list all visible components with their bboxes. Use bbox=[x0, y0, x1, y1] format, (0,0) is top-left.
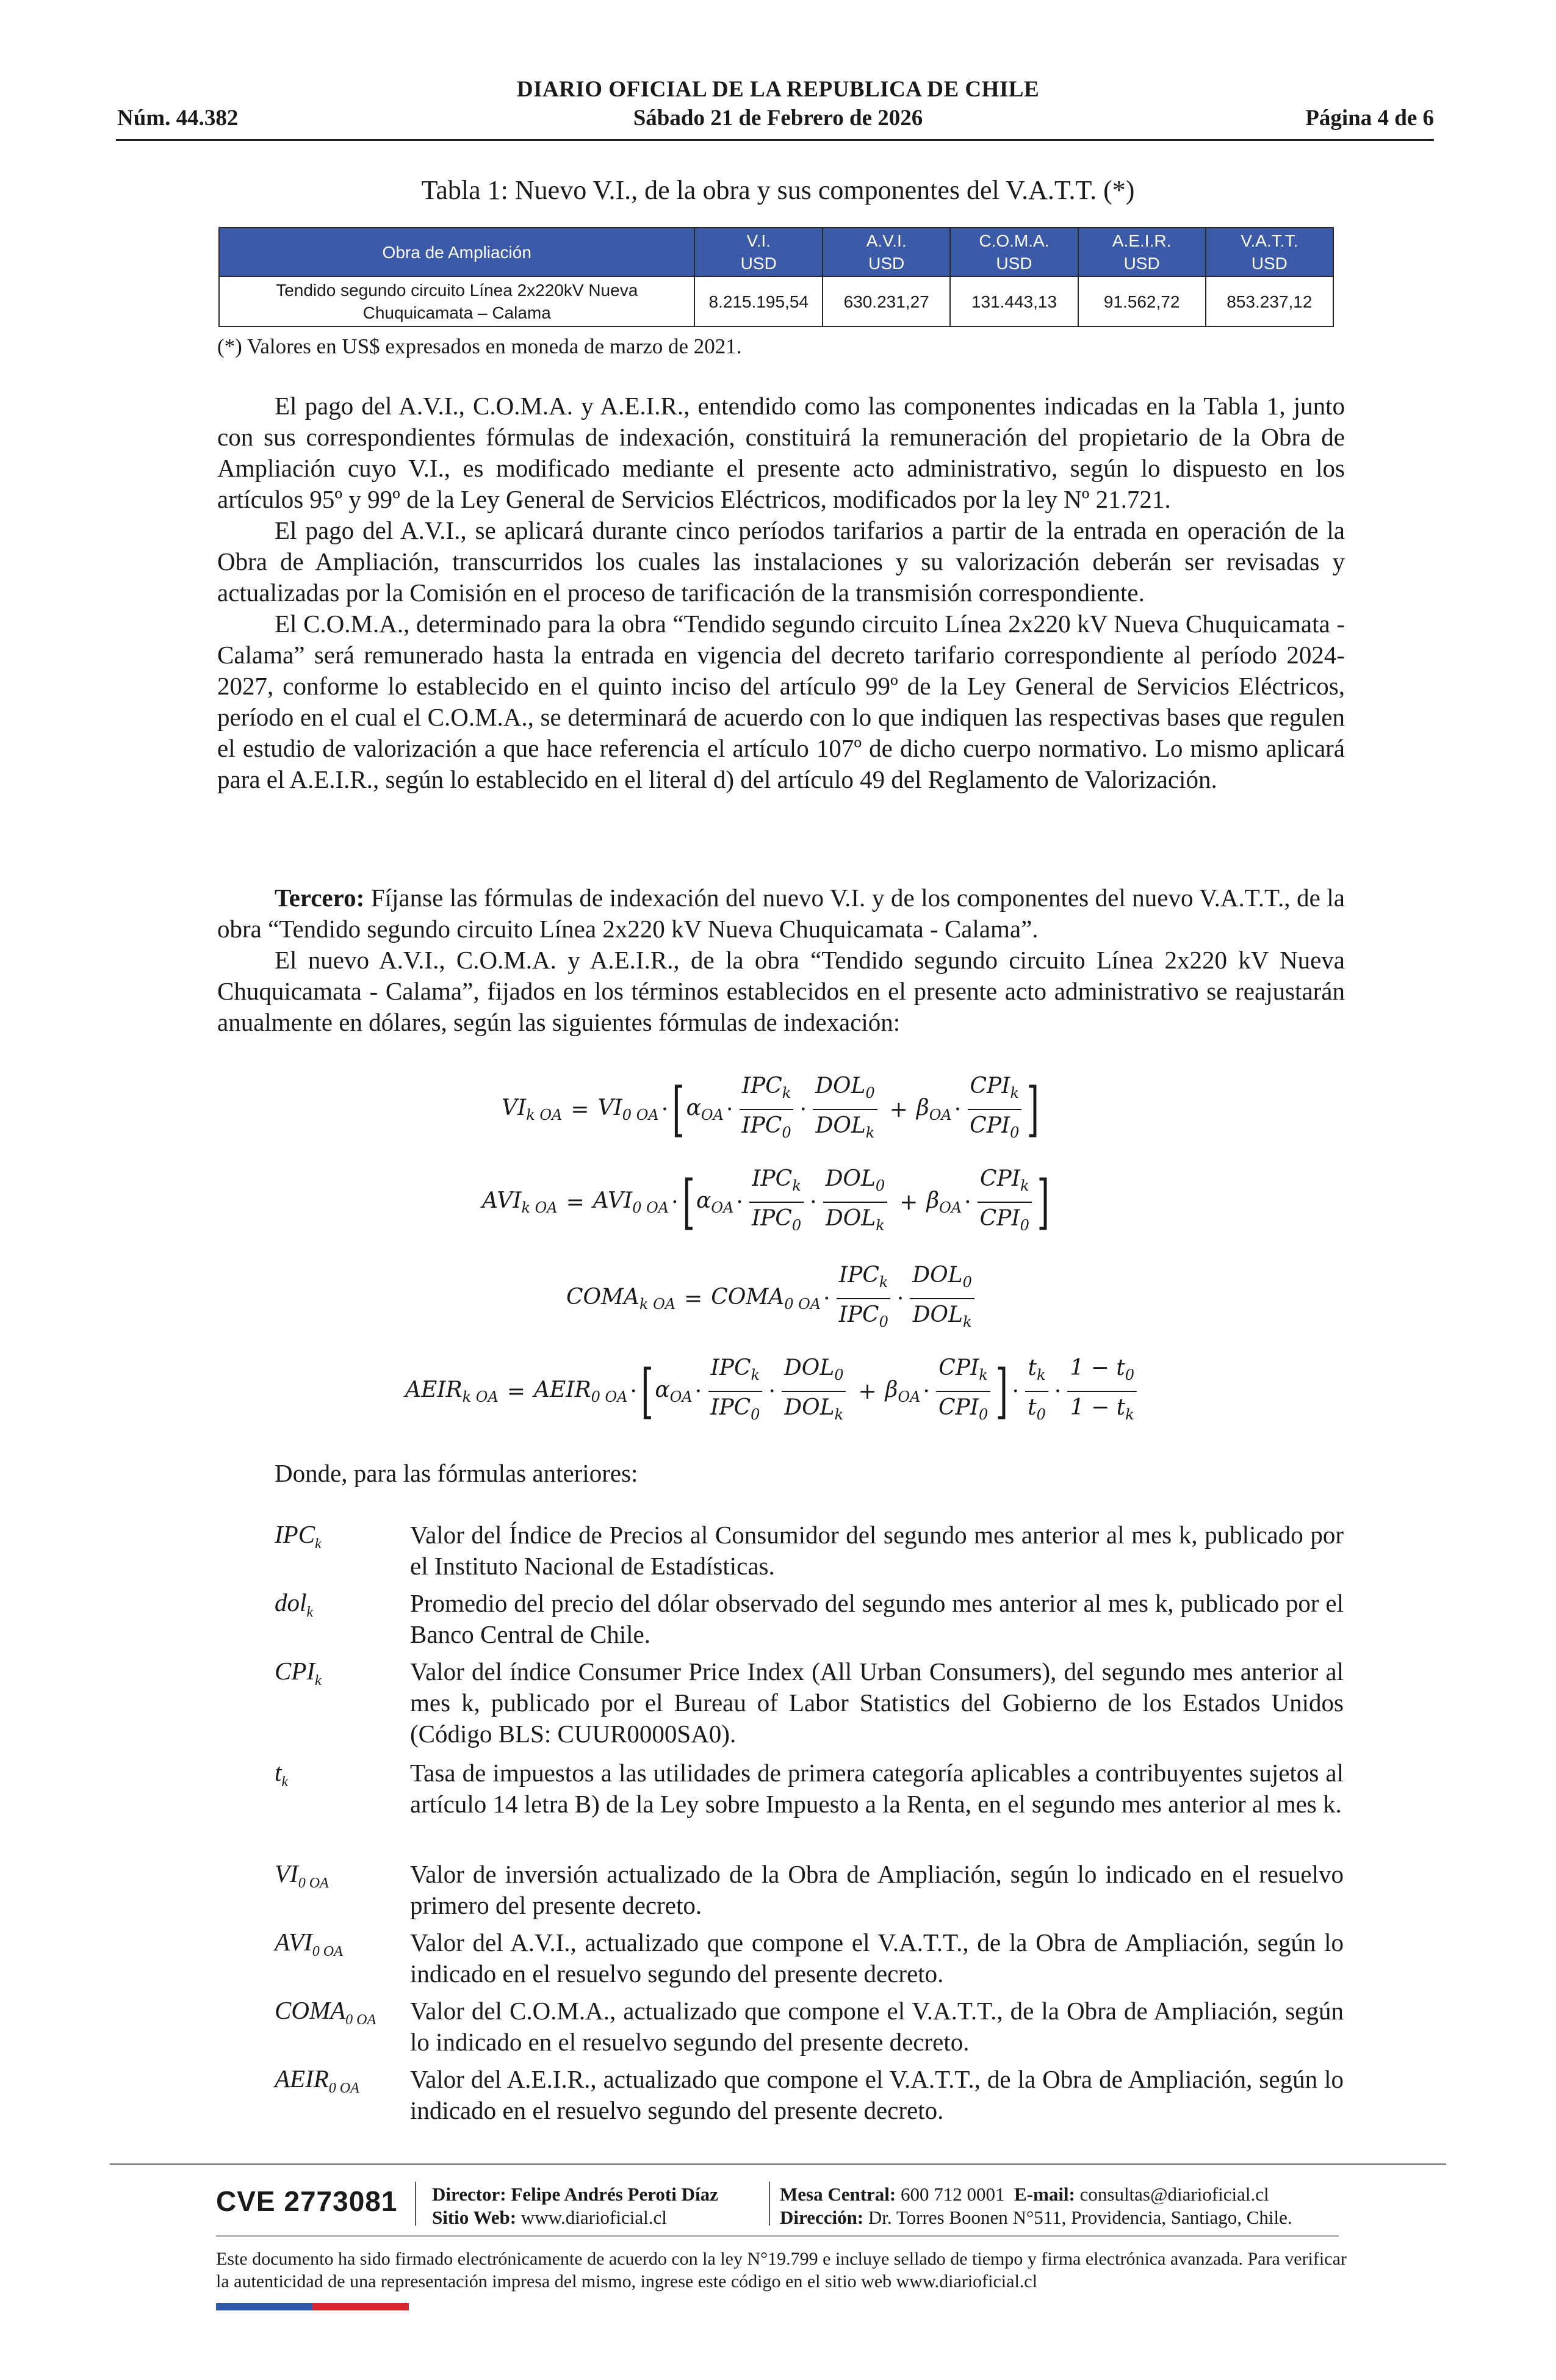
coma-symbol: COMA bbox=[566, 1285, 639, 1310]
sub-k: k bbox=[879, 1274, 888, 1291]
sub-k: k bbox=[1020, 1177, 1029, 1195]
aeir-symbol: AEIR bbox=[533, 1377, 591, 1403]
definitions-intro: Donde, para las fórmulas anteriores: bbox=[275, 1459, 638, 1487]
ipc-symbol: IPC bbox=[752, 1166, 793, 1191]
cdot: · bbox=[799, 1097, 807, 1122]
cell-obra-line2: Chuquicamata – Calama bbox=[362, 303, 551, 322]
alpha-term bbox=[696, 1188, 733, 1216]
vi-0-term bbox=[598, 1095, 659, 1123]
mesa-label: Mesa Central: bbox=[780, 2183, 896, 2205]
cdot: · bbox=[630, 1379, 637, 1404]
email-label: E-mail: bbox=[1014, 2183, 1075, 2205]
left-bracket: [ bbox=[672, 1075, 685, 1144]
web-link[interactable]: www.diarioficial.cl bbox=[520, 2207, 667, 2228]
cpi-ratio bbox=[936, 1355, 990, 1428]
t-ratio bbox=[1025, 1355, 1048, 1428]
vi-k-term bbox=[502, 1095, 562, 1123]
def-text-vi0: Valor de inversión actualizado de la Obra de Ampliación, según lo indicado en el resuelvo primero del presente decreto. bbox=[410, 1860, 1344, 1919]
formula-avi bbox=[482, 1166, 1051, 1239]
sub-0-oa: 0 OA bbox=[784, 1296, 821, 1313]
header-aeir bbox=[1078, 228, 1206, 276]
header-vatt-label: V.A.T.T. bbox=[1241, 231, 1298, 250]
cdot: · bbox=[923, 1379, 930, 1404]
right-bracket: ] bbox=[995, 1357, 1009, 1426]
tax-ratio bbox=[1067, 1355, 1137, 1428]
cdot: · bbox=[661, 1097, 669, 1122]
body-section-2 bbox=[217, 882, 1345, 1038]
sub-0: 0 bbox=[962, 1274, 972, 1291]
cdot: · bbox=[768, 1379, 776, 1404]
one-minus: 1 − bbox=[1070, 1355, 1117, 1380]
alpha-symbol: α bbox=[686, 1095, 701, 1121]
sub-0: 0 bbox=[834, 1366, 844, 1384]
cell-avi: 630.231,27 bbox=[823, 276, 950, 326]
header-coma bbox=[950, 228, 1078, 276]
footer-separator bbox=[415, 2182, 416, 2226]
def-sym-sub: 0 OA bbox=[345, 2012, 376, 2028]
cell-vi: 8.215.195,54 bbox=[694, 276, 823, 326]
sub-k: k bbox=[979, 1366, 988, 1384]
sub-0: 0 bbox=[751, 1406, 760, 1424]
newspaper-title: DIARIO OFICIAL DE LA REPUBLICA DE CHILE bbox=[516, 77, 1040, 102]
def-symbol-vi0 bbox=[275, 1859, 329, 1892]
dol-symbol: DOL bbox=[912, 1302, 963, 1328]
left-bracket: [ bbox=[641, 1357, 654, 1426]
right-bracket: ] bbox=[1026, 1075, 1040, 1144]
cdot: · bbox=[726, 1097, 733, 1122]
avi-symbol: AVI bbox=[593, 1188, 633, 1214]
footer-director-block bbox=[432, 2183, 718, 2229]
header-divider bbox=[116, 139, 1434, 141]
address-label: Dirección: bbox=[780, 2207, 864, 2228]
paragraph-tercero bbox=[217, 882, 1345, 945]
table-note: (*) Valores en US$ expresados en moneda de marzo de 2021. bbox=[217, 334, 742, 358]
table-header-row bbox=[219, 228, 1333, 276]
beta-symbol: β bbox=[916, 1095, 929, 1121]
sub-0: 0 bbox=[875, 1177, 885, 1195]
aeir-0-term bbox=[534, 1377, 628, 1405]
sub-k: k bbox=[962, 1313, 972, 1331]
sub-k: k bbox=[751, 1366, 760, 1384]
paragraph-payment: El pago del A.V.I., C.O.M.A. y A.E.I.R., entendido como las componentes indicadas en la Tabla 1, junto con sus correspondientes fórmulas de indexación, constituirá la remuneración del propietario de la Obra de Ampliación cuyo V.I., es modificado mediante el presente acto administrativo, según lo dispuesto en los artículos 95º y 99º de la Ley General de Servicios Eléctricos, modificados por la ley Nº 21.721. bbox=[217, 392, 1345, 513]
coma-k-term bbox=[566, 1285, 675, 1313]
one-minus: 1 − bbox=[1070, 1395, 1117, 1421]
cpi-ratio bbox=[967, 1073, 1021, 1146]
sub-0: 0 bbox=[879, 1313, 888, 1331]
sub-0-oa: 0 OA bbox=[622, 1106, 659, 1124]
dol-symbol: DOL bbox=[825, 1206, 876, 1231]
ipc-ratio bbox=[739, 1073, 793, 1146]
header-aeir-label: A.E.I.R. bbox=[1112, 231, 1172, 250]
cpi-symbol: CPI bbox=[970, 1113, 1010, 1139]
def-text-t: Tasa de impuestos a las utilidades de primera categoría aplicables a contribuyentes sujetos al artículo 14 letra B) de la Ley sobre Impuesto a la Renta, en el segundo mes anterior al mes k. bbox=[410, 1759, 1344, 1818]
cdot: · bbox=[810, 1189, 817, 1215]
cpi-symbol: CPI bbox=[938, 1355, 979, 1380]
values-table bbox=[218, 227, 1334, 327]
def-sym-text: AEIR bbox=[275, 2064, 329, 2093]
def-text-cpi: Valor del índice Consumer Price Index (All Urban Consumers), del segundo mes anterior al mes k, publicado por el Bureau of Labor Statistics del Gobierno de los Estados Unidos (Código BLS: CUUR0000SA0). bbox=[410, 1657, 1344, 1748]
dol-symbol: DOL bbox=[784, 1395, 835, 1421]
sub-k-oa: k OA bbox=[521, 1199, 558, 1217]
def-symbol-coma0 bbox=[275, 1996, 376, 2028]
sub-k: k bbox=[1036, 1366, 1046, 1384]
table-row bbox=[219, 276, 1333, 326]
cpi-symbol: CPI bbox=[938, 1395, 979, 1421]
sub-0: 0 bbox=[978, 1406, 989, 1424]
header-obra: Obra de Ampliación bbox=[219, 228, 694, 276]
dol-symbol: DOL bbox=[912, 1263, 963, 1288]
def-sym-sub: k bbox=[315, 1673, 322, 1689]
coma-symbol: COMA bbox=[711, 1285, 785, 1310]
header-vatt-unit: USD bbox=[1251, 254, 1288, 273]
sub-k: k bbox=[1125, 1406, 1134, 1424]
dol-ratio bbox=[910, 1262, 974, 1335]
sub-k: k bbox=[865, 1124, 875, 1142]
def-symbol-dol bbox=[275, 1588, 313, 1621]
header-avi-unit: USD bbox=[868, 254, 905, 273]
footer-divider-2 bbox=[216, 2235, 1339, 2237]
def-sym-text: AVI bbox=[275, 1928, 312, 1956]
cpi-symbol: CPI bbox=[970, 1073, 1010, 1098]
def-sym-text: t bbox=[275, 1758, 282, 1786]
header-aeir-unit: USD bbox=[1123, 254, 1160, 273]
def-symbol-t bbox=[275, 1758, 288, 1790]
cpi-symbol: CPI bbox=[979, 1166, 1020, 1191]
dol-ratio bbox=[823, 1166, 888, 1239]
def-sym-text: VI bbox=[275, 1859, 298, 1888]
cell-aeir: 91.562,72 bbox=[1078, 276, 1206, 326]
sub-0: 0 bbox=[1036, 1406, 1046, 1424]
dol-symbol: DOL bbox=[815, 1073, 866, 1098]
flag-stripe-blue bbox=[216, 2303, 312, 2310]
header-avi bbox=[823, 228, 950, 276]
ipc-symbol: IPC bbox=[710, 1355, 751, 1380]
beta-symbol: β bbox=[926, 1188, 940, 1214]
avi-symbol: AVI bbox=[482, 1188, 522, 1214]
equals-sign: = bbox=[571, 1097, 589, 1122]
sub-oa: OA bbox=[701, 1106, 724, 1124]
dol-symbol: DOL bbox=[783, 1355, 835, 1380]
cell-coma: 131.443,13 bbox=[950, 276, 1078, 326]
ipc-symbol: IPC bbox=[741, 1113, 782, 1139]
right-bracket: ] bbox=[1037, 1168, 1050, 1237]
def-sym-sub: k bbox=[306, 1604, 314, 1621]
ipc-ratio bbox=[708, 1355, 762, 1428]
cell-obra-line1: Tendido segundo circuito Línea 2x220kV Nueva bbox=[276, 281, 638, 300]
formula-vi bbox=[502, 1073, 1041, 1146]
cdot: · bbox=[823, 1286, 830, 1311]
t-symbol: t bbox=[1028, 1395, 1037, 1421]
sub-oa: OA bbox=[669, 1388, 693, 1406]
paragraph-avi: El pago del A.V.I., se aplicará durante cinco períodos tarifarios a partir de la entrada en operación de la Obra de Ampliación, transcurridos los cuales las instalaciones y su valorización deberán ser revisadas y actualizadas por la Comisión en el proceso de tarificación de la transmisión correspondiente. bbox=[217, 516, 1345, 607]
dol-ratio bbox=[782, 1355, 846, 1428]
sub-0: 0 bbox=[1020, 1217, 1029, 1235]
def-sym-sub: 0 OA bbox=[298, 1875, 329, 1892]
address: Dr. Torres Boonen N°511, Providencia, Santiago, Chile. bbox=[868, 2207, 1292, 2228]
def-sym-sub: k bbox=[315, 1536, 322, 1552]
alpha-symbol: α bbox=[655, 1377, 670, 1403]
t-symbol: t bbox=[1028, 1355, 1037, 1380]
def-symbol-avi0 bbox=[275, 1927, 343, 1960]
ipc-symbol: IPC bbox=[838, 1263, 879, 1288]
footer-separator bbox=[769, 2182, 770, 2226]
cdot: · bbox=[896, 1286, 904, 1311]
tercero-text: Fíjanse las fórmulas de indexación del nuevo V.I. y de los componentes del nuevo V.A.T.T., de la obra “Tendido segundo circuito Línea 2x220 kV Nueva Chuquicamata - Calama”. bbox=[217, 884, 1345, 943]
beta-term bbox=[917, 1095, 952, 1123]
sub-k: k bbox=[792, 1177, 801, 1195]
t-symbol: t bbox=[1116, 1395, 1126, 1421]
aeir-k-term bbox=[405, 1377, 499, 1405]
sub-k: k bbox=[782, 1084, 791, 1102]
cpi-symbol: CPI bbox=[979, 1206, 1020, 1231]
sub-k-oa: k OA bbox=[462, 1388, 499, 1406]
coma-0-term bbox=[711, 1285, 821, 1313]
def-sym-sub: 0 OA bbox=[328, 2080, 359, 2097]
ipc-symbol: IPC bbox=[838, 1302, 879, 1328]
def-sym-text: CPI bbox=[275, 1657, 315, 1685]
sub-oa: OA bbox=[898, 1388, 921, 1406]
sub-0: 0 bbox=[1125, 1366, 1135, 1384]
legal-notice: Este documento ha sido firmado electrónicamente de acuerdo con la ley N°19.799 e incluye sellado de tiempo y firma electrónica avanzada. Para verificar la autenticidad de una representación impresa del mismo, ingrese este código en el sitio web www.diarioficial.cl bbox=[216, 2249, 1347, 2292]
vi-symbol: VI bbox=[597, 1095, 622, 1121]
ipc-symbol: IPC bbox=[751, 1206, 792, 1231]
tercero-label: Tercero: bbox=[275, 884, 365, 912]
header-avi-label: A.V.I. bbox=[866, 231, 907, 250]
ipc-ratio bbox=[837, 1262, 891, 1335]
sub-k: k bbox=[1010, 1084, 1020, 1102]
web-label: Sitio Web: bbox=[432, 2207, 517, 2228]
equals-sign: = bbox=[566, 1189, 585, 1215]
email-link[interactable]: consultas@diarioficial.cl bbox=[1079, 2183, 1269, 2205]
sub-0: 0 bbox=[1010, 1124, 1020, 1142]
sub-k-oa: k OA bbox=[639, 1296, 676, 1313]
aeir-symbol: AEIR bbox=[405, 1377, 463, 1403]
cdot: · bbox=[671, 1189, 679, 1215]
sub-0-oa: 0 OA bbox=[591, 1388, 628, 1406]
equals-sign: = bbox=[684, 1286, 703, 1311]
plus-sign: + bbox=[858, 1379, 877, 1404]
beta-term bbox=[885, 1377, 921, 1405]
equals-sign: = bbox=[506, 1379, 525, 1404]
vi-symbol: VI bbox=[502, 1095, 527, 1121]
def-text-ipc: Valor del Índice de Precios al Consumidor del segundo mes anterior al mes k, publicado por el Instituto Nacional de Estadísticas. bbox=[410, 1521, 1344, 1580]
plus-sign: + bbox=[899, 1189, 918, 1215]
page-indicator: Página 4 de 6 bbox=[1305, 106, 1434, 131]
def-symbol-cpi bbox=[275, 1656, 322, 1689]
def-sym-text: COMA bbox=[275, 1996, 346, 2024]
cpi-ratio bbox=[978, 1166, 1032, 1239]
dol-symbol: DOL bbox=[825, 1166, 876, 1191]
def-text-aeir0: Valor del A.E.I.R., actualizado que compone el V.A.T.T., de la Obra de Ampliación, según lo indicado en el resuelvo segundo del presente decreto. bbox=[410, 2065, 1344, 2124]
ipc-ratio bbox=[749, 1166, 804, 1239]
left-bracket: [ bbox=[682, 1168, 695, 1237]
formula-aeir bbox=[405, 1355, 1140, 1428]
def-text-coma0: Valor del C.O.M.A., actualizado que compone el V.A.T.T., de la Obra de Ampliación, según lo indicado en el resuelvo segundo del presente decreto. bbox=[410, 1997, 1344, 2056]
cdot: · bbox=[1012, 1379, 1020, 1404]
cell-obra bbox=[219, 276, 694, 326]
plus-sign: + bbox=[889, 1097, 908, 1122]
issue-date: Sábado 21 de Febrero de 2026 bbox=[633, 106, 923, 131]
alpha-symbol: α bbox=[696, 1188, 711, 1214]
sub-k: k bbox=[834, 1406, 844, 1424]
footer-divider bbox=[110, 2163, 1446, 2165]
cdot: · bbox=[954, 1097, 962, 1122]
body-section-1 bbox=[217, 391, 1345, 795]
ipc-symbol: IPC bbox=[741, 1073, 782, 1098]
alpha-term bbox=[686, 1095, 724, 1123]
header-coma-unit: USD bbox=[996, 254, 1032, 273]
avi-0-term bbox=[593, 1188, 669, 1216]
header-vatt bbox=[1206, 228, 1333, 276]
def-sym-sub: 0 OA bbox=[312, 1944, 343, 1960]
def-text-dol: Promedio del precio del dólar observado del segundo mes anterior al mes k, publicado por el Banco Central de Chile. bbox=[410, 1589, 1344, 1648]
ipc-symbol: IPC bbox=[710, 1395, 751, 1421]
mesa-phone: 600 712 0001 bbox=[901, 2183, 1005, 2205]
sub-oa: OA bbox=[929, 1106, 952, 1124]
cdot: · bbox=[736, 1189, 743, 1215]
sub-0: 0 bbox=[865, 1084, 875, 1102]
sub-k: k bbox=[876, 1217, 885, 1235]
sub-0: 0 bbox=[791, 1217, 802, 1235]
def-symbol-ipc bbox=[275, 1520, 322, 1552]
dol-ratio bbox=[813, 1073, 877, 1146]
beta-symbol: β bbox=[885, 1377, 898, 1403]
t-symbol: t bbox=[1116, 1355, 1125, 1380]
footer-contact-block bbox=[780, 2183, 1292, 2229]
header-vi-label: V.I. bbox=[746, 231, 771, 250]
def-symbol-aeir0 bbox=[275, 2064, 359, 2097]
dol-symbol: DOL bbox=[815, 1113, 866, 1139]
def-sym-text: dol bbox=[275, 1588, 307, 1617]
flag-stripe-red bbox=[312, 2303, 409, 2310]
table-caption: Tabla 1: Nuevo V.I., de la obra y sus componentes del V.A.T.T. (*) bbox=[421, 175, 1135, 205]
beta-term bbox=[926, 1188, 962, 1216]
paragraph-coma: El C.O.M.A., determinado para la obra “Tendido segundo circuito Línea 2x220 kV Nueva Chuquicamata - Calama” será remunerado hasta la entrada en vigencia del decreto tarifario correspondiente al período 2024-2027, conforme lo establecido en el quinto inciso del artículo 99º de la Ley General de Servicios Eléctricos, período en el cual el C.O.M.A., se determinará de acuerdo con lo que indiquen las respectivas bases que regulen el estudio de valorización a que hace referencia el artículo 107º de dicho cuerpo normativo. Lo mismo aplicará para el A.E.I.R., según lo establecido en el literal d) del artículo 49 del Reglamento de Valorización. bbox=[217, 610, 1345, 793]
sub-oa: OA bbox=[711, 1199, 734, 1217]
cell-vatt: 853.237,12 bbox=[1206, 276, 1333, 326]
sub-0-oa: 0 OA bbox=[632, 1199, 669, 1217]
header-vi-unit: USD bbox=[740, 254, 777, 273]
formula-coma bbox=[566, 1262, 978, 1335]
cdot: · bbox=[964, 1189, 971, 1215]
alpha-term bbox=[655, 1377, 692, 1405]
header-vi bbox=[694, 228, 823, 276]
def-text-avi0: Valor del A.V.I., actualizado que compone el V.A.T.T., de la Obra de Ampliación, según lo indicado en el resuelvo segundo del presente decreto. bbox=[410, 1928, 1344, 1988]
header-coma-label: C.O.M.A. bbox=[979, 231, 1050, 250]
cdot: · bbox=[1054, 1379, 1062, 1404]
def-sym-text: IPC bbox=[275, 1520, 315, 1548]
sub-0: 0 bbox=[782, 1124, 791, 1142]
director-label: Director: bbox=[432, 2183, 506, 2205]
paragraph-reajuste: El nuevo A.V.I., C.O.M.A. y A.E.I.R., de la obra “Tendido segundo circuito Línea 2x220 kV Nueva Chuquicamata - Calama”, fijados en los términos establecidos en el presente acto administrativo se reajustarán anualmente en dólares, según las siguientes fórmulas de indexación: bbox=[217, 946, 1345, 1036]
avi-k-term bbox=[482, 1188, 558, 1216]
director-name: Felipe Andrés Peroti Díaz bbox=[511, 2183, 718, 2205]
def-sym-sub: k bbox=[281, 1774, 289, 1790]
issue-number: Núm. 44.382 bbox=[117, 106, 239, 131]
sub-oa: OA bbox=[939, 1199, 962, 1217]
sub-k-oa: k OA bbox=[526, 1106, 563, 1124]
cdot: · bbox=[694, 1379, 702, 1404]
cve-code: CVE 2773081 bbox=[216, 2185, 398, 2217]
